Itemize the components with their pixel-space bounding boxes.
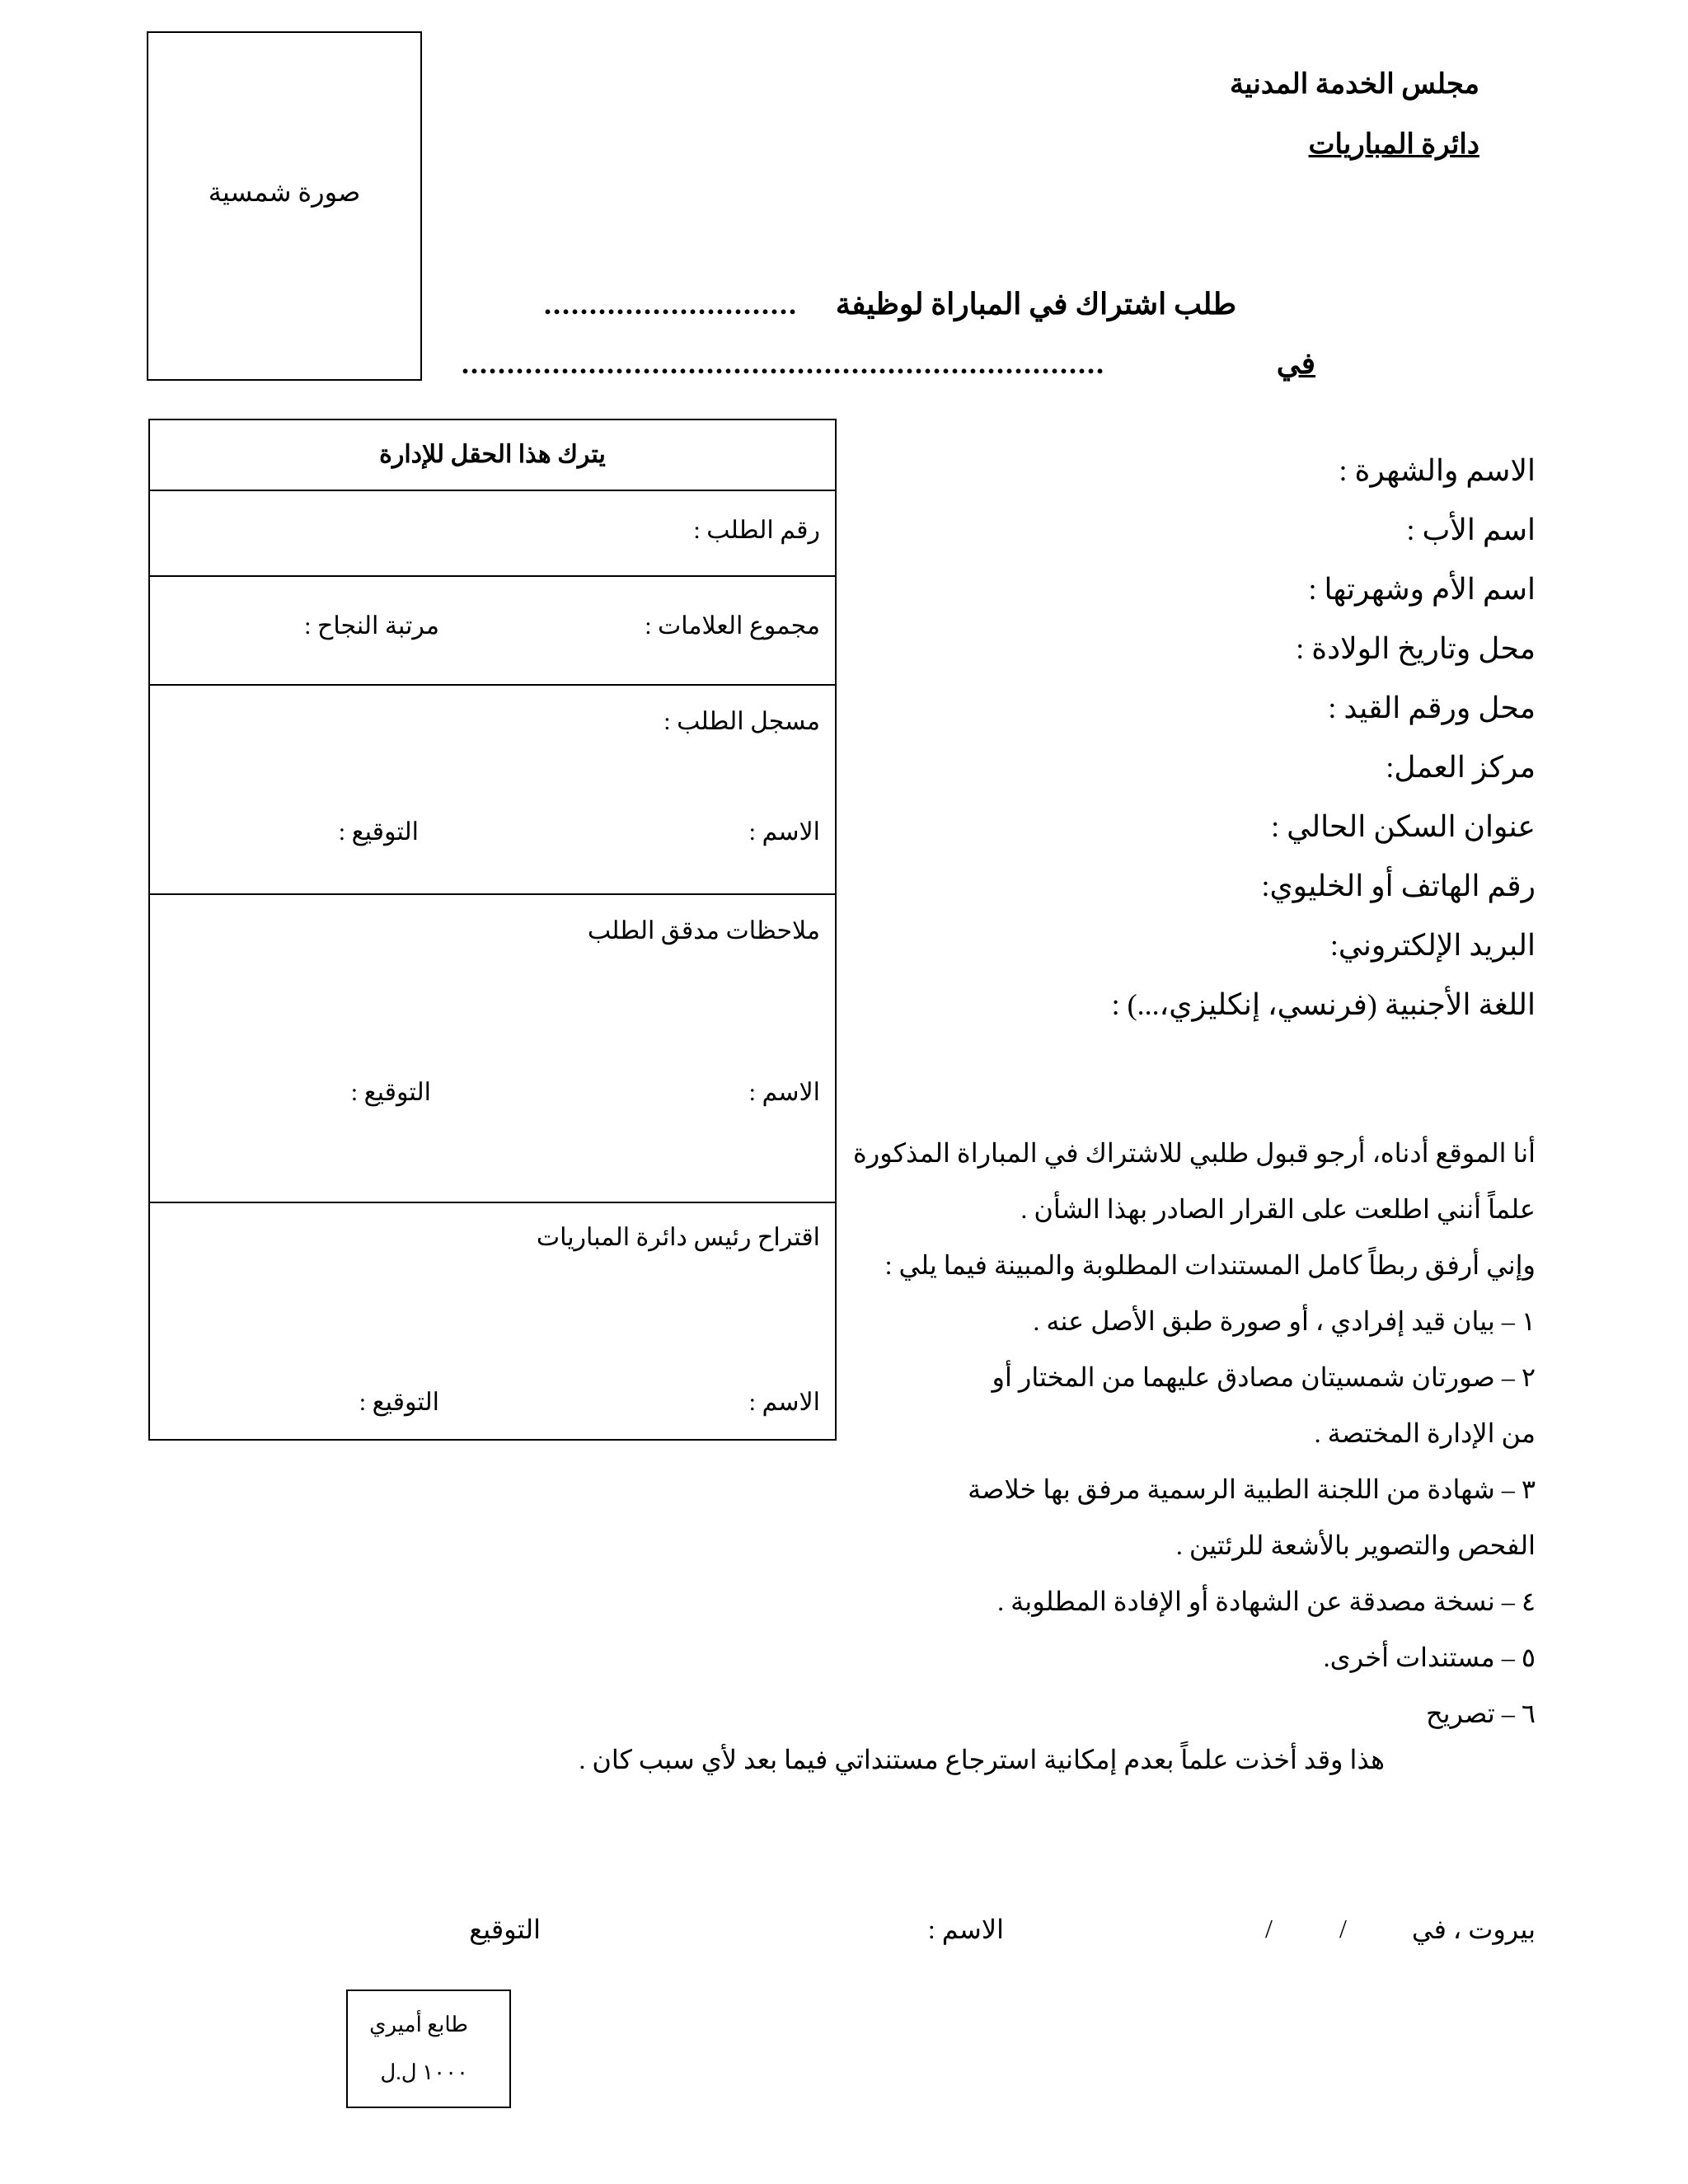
council-title: مجلس الخدمة المدنية xyxy=(1229,69,1479,100)
admin-only-table xyxy=(148,419,837,1441)
form-title-in: في xyxy=(1276,347,1315,380)
registrar-signature-label: التوقيع : xyxy=(338,818,419,846)
auditor-row xyxy=(150,895,835,1203)
auditor-signature-label: التوقيع : xyxy=(350,1079,431,1106)
applicant-name-label: الاسم : xyxy=(927,1915,1004,1944)
request-number-row xyxy=(150,491,835,577)
declaration-line-2: علماً أنني اطلعت على القرار الصادر بهذا الشأن . xyxy=(1020,1194,1536,1224)
registrar-label: مسجل الطلب : xyxy=(663,708,820,735)
job-title-blank[interactable]: ............................ xyxy=(544,288,798,321)
success-rank-label: مرتبة النجاح : xyxy=(304,612,439,640)
registrar-name-label: الاسم : xyxy=(748,818,820,846)
head-name-label: الاسم : xyxy=(748,1389,820,1416)
document-item-5: ٥ – مستندات أخرى. xyxy=(1323,1643,1536,1672)
address-field[interactable]: عنوان السكن الحالي : xyxy=(1271,810,1536,843)
father-name-field[interactable]: اسم الأب : xyxy=(1406,513,1536,546)
place-date-label: بيروت ، في xyxy=(1411,1915,1536,1944)
date-separator-2: / xyxy=(1265,1914,1273,1943)
auditor-name-label: الاسم : xyxy=(748,1079,820,1106)
phone-field[interactable]: رقم الهاتف أو الخليوي: xyxy=(1261,869,1536,902)
total-marks-label: مجموع العلامات : xyxy=(645,612,820,640)
department-title: دائرة المباريات xyxy=(1308,129,1479,160)
head-signature-label: التوقيع : xyxy=(359,1389,439,1416)
department-blank[interactable]: ....................................................................... xyxy=(462,347,1105,380)
marks-row xyxy=(150,577,835,686)
workplace-field[interactable]: مركز العمل: xyxy=(1386,751,1536,784)
email-field[interactable]: البريد الإلكتروني: xyxy=(1329,929,1536,962)
birth-place-date-field[interactable]: محل وتاريخ الولادة : xyxy=(1296,632,1536,665)
applicant-signature-label: التوقيع xyxy=(469,1915,541,1944)
declaration-line-3: وإني أرفق ربطاً كامل المستندات المطلوبة والمبينة فيما يلي : xyxy=(884,1250,1536,1280)
head-proposal-row xyxy=(150,1203,835,1442)
document-item-1: ١ – بيان قيد إفرادي ، أو صورة طبق الأصل عنه . xyxy=(1033,1306,1536,1336)
declaration-closing: هذا وقد أخذت علماً بعدم إمكانية استرجاع مستنداتي فيما بعد لأي سبب كان . xyxy=(579,1745,1385,1774)
document-item-4: ٤ – نسخة مصدقة عن الشهادة أو الإفادة المطلوبة . xyxy=(997,1586,1536,1616)
admin-table-header: يترك هذا الحقل للإدارة xyxy=(379,441,606,468)
document-item-3a: ٣ – شهادة من اللجنة الطبية الرسمية مرفق بها خلاصة xyxy=(968,1474,1536,1504)
foreign-language-field[interactable]: اللغة الأجنبية (فرنسي، إنكليزي،...) : xyxy=(1111,988,1536,1021)
date-separator-1: / xyxy=(1339,1914,1347,1943)
admin-table-header-row xyxy=(150,420,835,491)
registrar-row xyxy=(150,686,835,895)
request-number-label: رقم الطلب : xyxy=(693,517,820,544)
document-item-6: ٦ – تصريح xyxy=(1425,1699,1536,1728)
auditor-notes-label: ملاحظات مدقق الطلب xyxy=(587,917,820,944)
revenue-stamp-box xyxy=(346,1990,511,2108)
mother-name-field[interactable]: اسم الأم وشهرتها : xyxy=(1308,573,1536,606)
revenue-stamp-amount: ١٠٠٠ ل.ل xyxy=(380,2060,468,2084)
document-item-2b: من الإدارة المختصة . xyxy=(1314,1418,1536,1448)
photo-box-label: صورة شمسية xyxy=(208,177,361,207)
document-item-2a: ٢ – صورتان شمسيتان مصادق عليهما من المختار أو xyxy=(992,1362,1536,1392)
revenue-stamp-label: طابع أميري xyxy=(369,2013,468,2036)
registry-field[interactable]: محل ورقم القيد : xyxy=(1328,691,1536,724)
document-item-3b: الفحص والتصوير بالأشعة للرئتين . xyxy=(1175,1530,1536,1560)
photo-box xyxy=(147,31,422,381)
form-title: طلب اشتراك في المباراة لوظيفة xyxy=(835,288,1236,321)
full-name-field[interactable]: الاسم والشهرة : xyxy=(1339,454,1536,487)
head-proposal-label: اقتراح رئيس دائرة المباريات xyxy=(536,1224,820,1251)
declaration-line-1: أنا الموقع أدناه، أرجو قبول طلبي للاشتراك في المباراة المذكورة xyxy=(853,1138,1536,1168)
